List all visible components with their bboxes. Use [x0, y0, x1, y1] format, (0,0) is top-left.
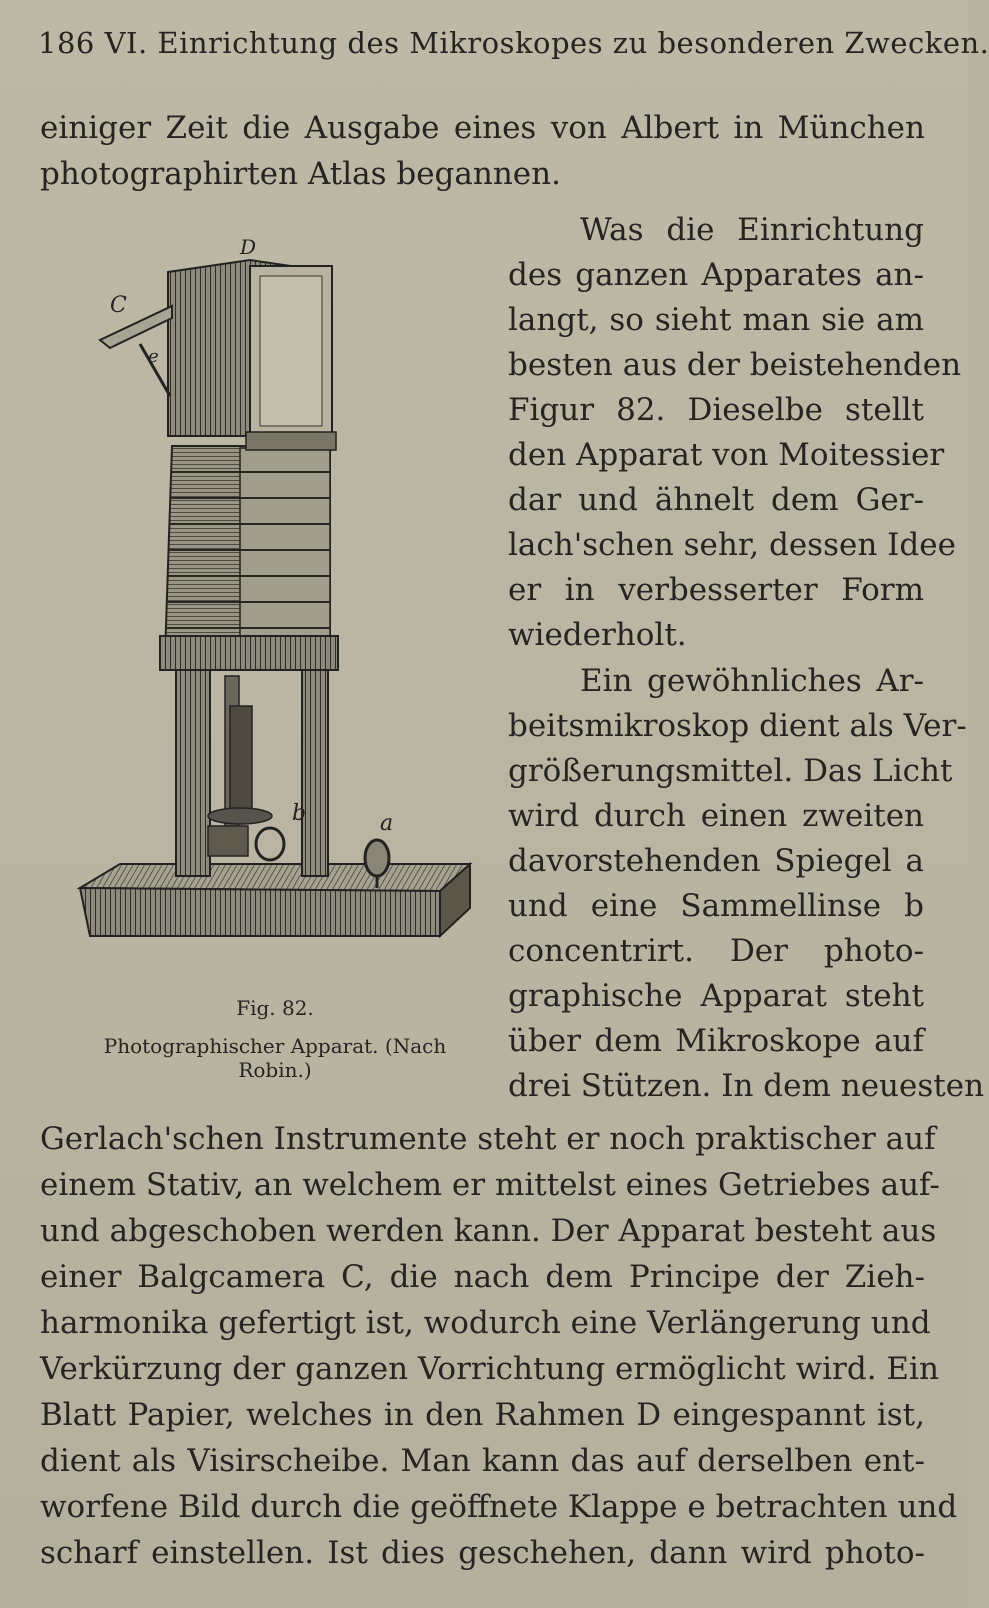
running-header: 186 VI. Einrichtung des Mikroskopes zu besonderen Zwecken.: [38, 26, 989, 60]
text-line-right-16: und eine Sammellinse b: [508, 888, 924, 924]
text-line-right-2: des ganzen Apparates an-: [508, 257, 924, 293]
text-line-bottom-10: scharf einstellen. Ist dies geschehen, dann wird photo-: [40, 1535, 925, 1571]
text-line-right-17: concentrirt. Der photo-: [508, 933, 924, 969]
frame-d: [168, 260, 336, 450]
flap-e: [100, 306, 172, 396]
text-line-right-10: wiederholt.: [508, 617, 687, 653]
text-line-right-9: er in verbesserter Form: [508, 572, 924, 608]
text-line-bottom-2: einem Stativ, an welchem er mittelst eines Getriebes auf-: [40, 1167, 940, 1203]
text-line-right-4: besten aus der beistehenden: [508, 347, 962, 383]
text-line-right-11: Ein gewöhnliches Ar-: [580, 663, 924, 699]
text-line-bottom-4: einer Balgcamera C, die nach dem Principe der Zieh-: [40, 1259, 925, 1295]
text-line-right-13: größerungsmittel. Das Licht: [508, 753, 953, 789]
text-line-right-12: beitsmikroskop dient als Ver-: [508, 708, 967, 744]
text-line-bottom-5: harmonika gefertigt ist, wodurch eine Verlängerung und: [40, 1305, 931, 1341]
figure-number: Fig. 82.: [236, 996, 314, 1020]
figure-caption-line-1: Photographischer Apparat. (Nach: [103, 1034, 447, 1058]
text-line-right-8: lach'schen sehr, dessen Idee: [508, 527, 956, 563]
text-line-bottom-3: und abgeschoben werden kann. Der Apparat besteht aus: [40, 1213, 937, 1249]
text-line-bottom-1: Gerlach'schen Instrumente steht er noch praktischer auf: [40, 1121, 936, 1157]
figure-label-b: b: [292, 801, 307, 826]
microscope: [208, 706, 284, 860]
text-line-right-15: davorstehenden Spiegel a: [508, 843, 924, 879]
figure-photographic-apparatus: [80, 236, 480, 976]
text-line-right-20: drei Stützen. In dem neuesten: [508, 1068, 985, 1104]
figure-label-c: C: [110, 293, 127, 318]
text-line-bottom-8: dient als Visirscheibe. Man kann das auf derselben ent-: [40, 1443, 925, 1479]
text-line-right-14: wird durch einen zweiten: [508, 798, 924, 834]
figure-label-e: e: [148, 346, 159, 367]
text-line-top-2: photographirten Atlas begannen.: [40, 156, 561, 192]
text-line-top-1: einiger Zeit die Ausgabe eines von Albert in München: [40, 110, 925, 146]
text-line-bottom-7: Blatt Papier, welches in den Rahmen D eingespannt ist,: [40, 1397, 925, 1433]
text-line-right-7: dar und ähnelt dem Ger-: [508, 482, 924, 518]
figure-caption-line-2: Robin.): [238, 1058, 312, 1082]
text-line-bottom-9: worfene Bild durch die geöffnete Klappe e betrachten und: [40, 1489, 958, 1525]
text-line-right-18: graphische Apparat steht: [508, 978, 924, 1014]
figure-label-a: a: [380, 811, 394, 836]
apparatus-base: [80, 864, 470, 936]
figure-label-d: D: [240, 235, 257, 259]
text-line-right-5: Figur 82. Dieselbe stellt: [508, 392, 924, 428]
bellows-camera: [160, 446, 338, 670]
text-line-bottom-6: Verkürzung der ganzen Vorrichtung ermöglicht wird. Ein: [40, 1351, 939, 1387]
text-line-right-6: den Apparat von Moitessier: [508, 437, 945, 473]
text-line-right-19: über dem Mikroskope auf: [508, 1023, 924, 1059]
text-line-right-1: Was die Einrichtung: [580, 212, 924, 248]
text-line-right-3: langt, so sieht man sie am: [508, 302, 924, 338]
